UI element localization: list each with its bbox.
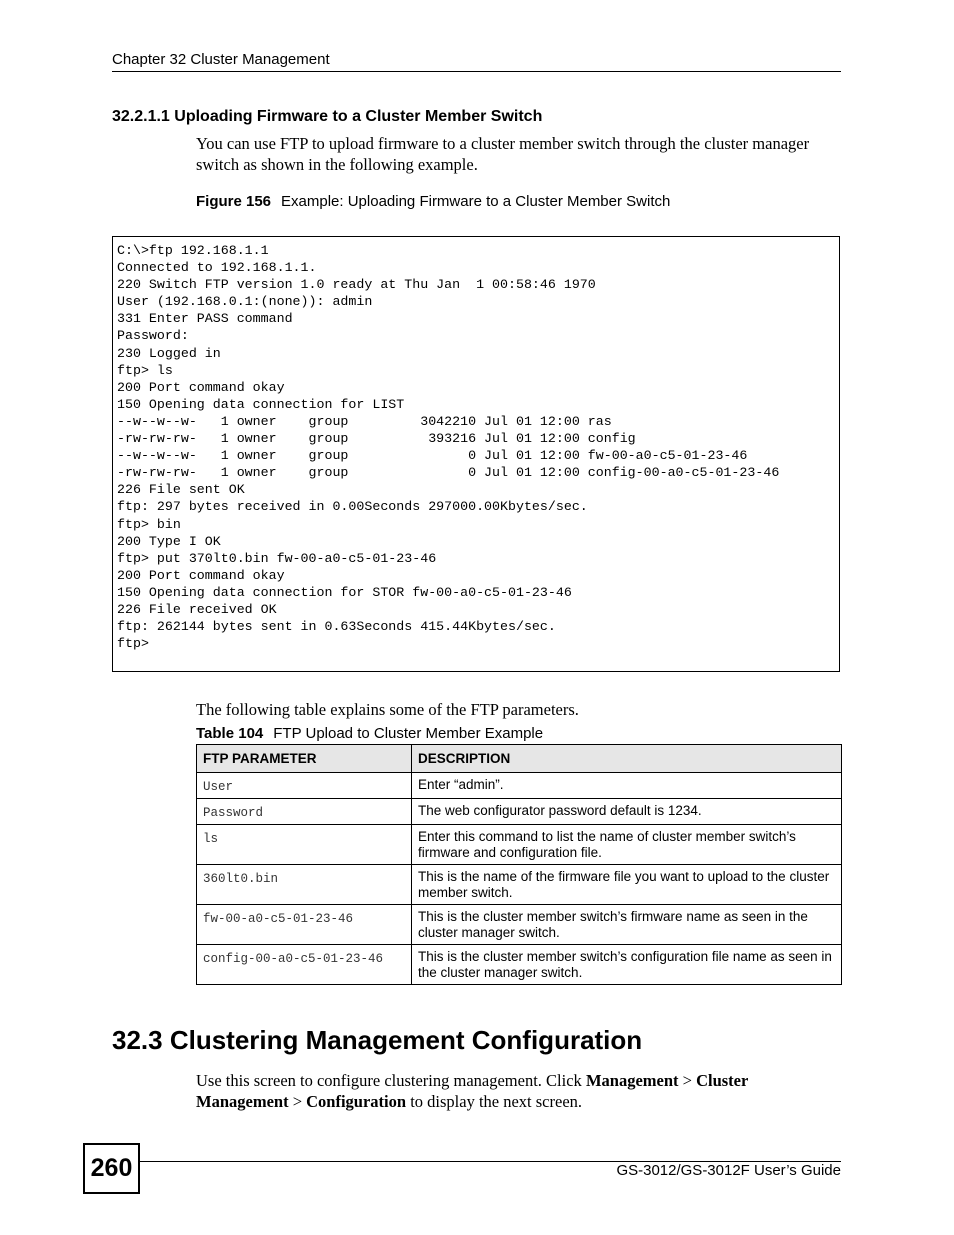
table-header-row	[197, 745, 842, 773]
figure-caption	[196, 193, 670, 210]
menu-path-separator: >	[288, 1092, 307, 1111]
parameter-cell: config-00-a0-c5-01-23-46	[197, 945, 412, 985]
table-row	[197, 865, 842, 905]
description-cell: Enter “admin”.	[412, 773, 842, 799]
section-heading: 32.3 Clustering Management Configuration	[112, 1025, 643, 1055]
description-cell: This is the cluster member switch’s firmware name as seen in the cluster manager switch.	[412, 905, 842, 945]
parameter-cell: fw-00-a0-c5-01-23-46	[197, 905, 412, 945]
column-header: FTP PARAMETER	[197, 745, 412, 773]
code-example-box	[112, 236, 840, 672]
table-title: FTP Upload to Cluster Member Example	[273, 725, 544, 742]
closing-text: Use this screen to configure clustering management. Click	[196, 1071, 586, 1090]
menu-path-configuration: Configuration	[306, 1092, 407, 1111]
parameter-cell: Password	[197, 799, 412, 825]
menu-path-separator: >	[678, 1071, 697, 1090]
table-caption	[196, 725, 543, 742]
intro-paragraph: You can use FTP to upload firmware to a cluster member switch through the cluster manager switch as shown in the following example.	[196, 134, 810, 174]
description-cell: The web configurator password default is 1234.	[412, 799, 842, 825]
ftp-parameters-table	[196, 744, 842, 985]
subsection-heading: 32.2.1.1 Uploading Firmware to a Cluster Member Switch	[112, 108, 543, 125]
closing-paragraph	[196, 1070, 841, 1112]
table-row	[197, 799, 842, 825]
table-row	[197, 905, 842, 945]
table-intro-text: The following table explains some of the FTP parameters.	[196, 700, 579, 719]
guide-title: GS-3012/GS-3012F User’s Guide	[616, 1162, 841, 1179]
parameter-cell: ls	[197, 825, 412, 865]
table-label: Table 104	[196, 725, 264, 742]
parameter-cell: User	[197, 773, 412, 799]
table-row	[197, 825, 842, 865]
description-cell: Enter this command to list the name of cluster member switch’s firmware and configuration file.	[412, 825, 842, 865]
column-header: DESCRIPTION	[412, 745, 842, 773]
description-cell: This is the name of the firmware file you want to upload to the cluster member switch.	[412, 865, 842, 905]
description-cell: This is the cluster member switch’s configuration file name as seen in the cluster manager switch.	[412, 945, 842, 985]
menu-path-management: Management	[585, 1071, 679, 1090]
menu-path-cluster-management: Cluster Management	[196, 1071, 749, 1111]
table-row	[197, 773, 842, 799]
chapter-header: Chapter 32 Cluster Management	[112, 51, 330, 68]
figure-label: Figure 156	[196, 193, 272, 210]
code-example: C:\>ftp 192.168.1.1 Connected to 192.168.1.1. 220 Switch FTP version 1.0 ready at Thu Jan 1 00:58:46 1970 User (192.168.0.1:(none)): admin 331 Enter PASS command Password: 230 Logged in ftp> ls 200 Port command okay 150 Opening data connection for LIST --w--w--w- 1 owner group 3042210 Jul 01 12:00 ras -rw-rw-rw- 1 owner group 393216 Jul 01 12:00 config --w--w--w- 1 owner group 0 Jul 01 12:00 fw-00-a0-c5-01-23-46 -rw-rw-rw- 1 owner group 0 Jul 01 12:00 config-00-a0-c5-01-23-46 226 File sent OK ftp: 297 bytes received in 0.00Seconds 297000.00Kbytes/sec. ftp> bin 200 Type I OK ftp> put 370lt0.bin fw-00-a0-c5-01-23-46 200 Port command okay 150 Opening data connection for STOR fw-00-a0-c5-01-23-46 226 File received OK ftp: 262144 bytes sent in 0.63Seconds 415.44Kbytes/sec. ftp>	[117, 243, 780, 652]
figure-title: Example: Uploading Firmware to a Cluster Member Switch	[281, 193, 671, 210]
closing-text-end: to display the next screen.	[406, 1092, 583, 1111]
header-rule	[112, 71, 841, 72]
table-row	[197, 945, 842, 985]
parameter-cell: 360lt0.bin	[197, 865, 412, 905]
page-number: 260	[83, 1143, 140, 1194]
